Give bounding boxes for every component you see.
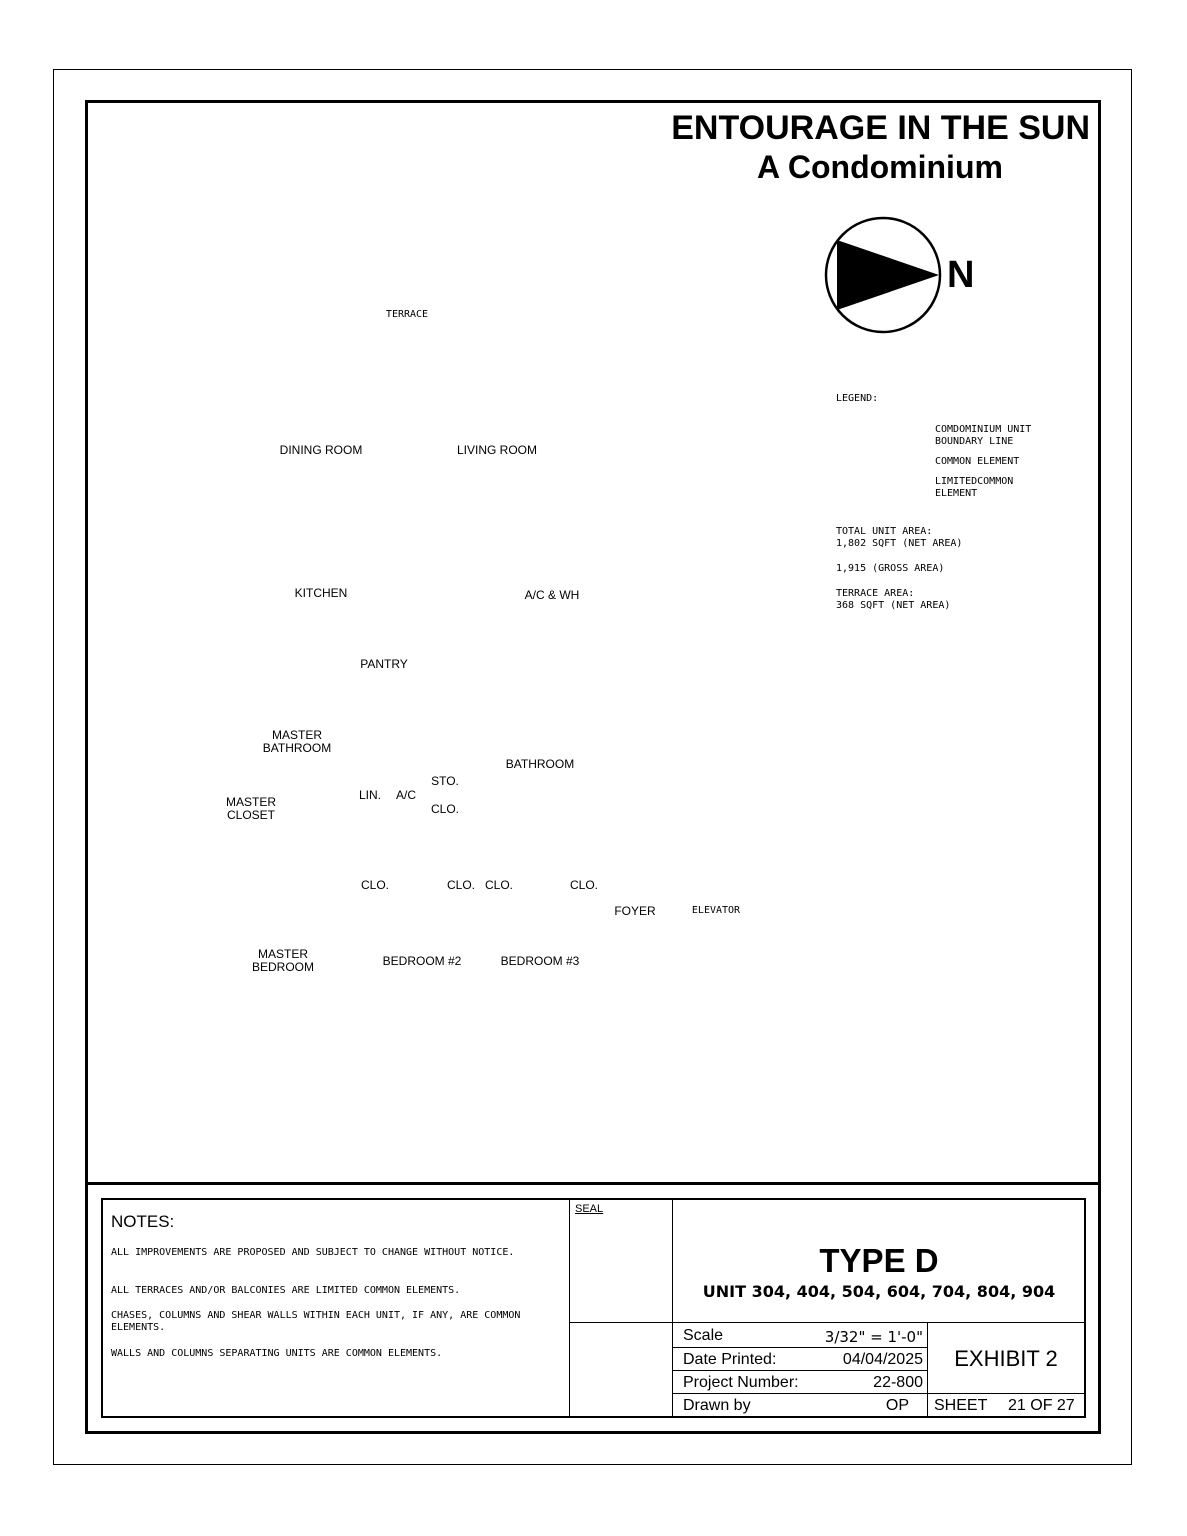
room-label-living-room: LIVING ROOM bbox=[456, 443, 538, 457]
scale-value: 3/32" = 1'-0" bbox=[824, 1328, 923, 1346]
project-title: ENTOURAGE IN THE SUN bbox=[671, 109, 1090, 147]
room-label-dining-room: DINING ROOM bbox=[279, 443, 363, 457]
title-block-row-divider bbox=[673, 1347, 927, 1348]
sheet-label: SHEET bbox=[934, 1397, 988, 1414]
room-label-master-bedroom: MASTER BEDROOM bbox=[251, 947, 315, 974]
title-block-divider bbox=[85, 1182, 1101, 1185]
project-number-value: 22-800 bbox=[873, 1374, 923, 1391]
room-label-closet: CLO. bbox=[360, 878, 390, 892]
gross-area: 1,915 (GROSS AREA) bbox=[836, 563, 945, 574]
date-printed-label: Date Printed: bbox=[683, 1351, 777, 1368]
north-label: N bbox=[947, 254, 975, 296]
scale-label: Scale bbox=[683, 1327, 724, 1344]
title-block-row-divider bbox=[570, 1322, 1085, 1323]
room-label-elevator: ELEVATOR bbox=[691, 905, 741, 916]
notes-title: NOTES: bbox=[111, 1212, 175, 1231]
note-item: ALL IMPROVEMENTS ARE PROPOSED AND SUBJECT TO CHANGE WITHOUT NOTICE. bbox=[111, 1247, 515, 1258]
exhibit-label: EXHIBIT 2 bbox=[954, 1346, 1058, 1371]
project-number-label: Project Number: bbox=[683, 1374, 799, 1391]
room-label-kitchen: KITCHEN bbox=[294, 586, 348, 600]
unit-type: TYPE D bbox=[819, 1242, 939, 1279]
room-label-storage: STO. bbox=[431, 774, 459, 788]
unit-numbers: UNIT 304, 404, 504, 604, 704, 804, 904 bbox=[702, 1282, 1056, 1301]
room-label-foyer: FOYER bbox=[614, 904, 656, 918]
note-item: CHASES, COLUMNS AND SHEAR WALLS WITHIN EACH UNIT, IF ANY, ARE COMMON ELEMENTS. bbox=[111, 1310, 521, 1333]
terrace-area: TERRACE AREA: 368 SQFT (NET AREA) bbox=[836, 588, 951, 611]
room-label-bathroom: BATHROOM bbox=[505, 757, 575, 771]
sheet-number: 21 OF 27 bbox=[1008, 1397, 1075, 1414]
room-label-ac-wh: A/C & WH bbox=[524, 588, 580, 602]
room-label-closet: CLO. bbox=[430, 802, 460, 816]
project-subtitle: A Condominium bbox=[757, 149, 1003, 185]
drawn-by-value: OP bbox=[885, 1397, 909, 1414]
seal-divider bbox=[672, 1199, 673, 1417]
room-label-closet: CLO. bbox=[446, 878, 476, 892]
title-block bbox=[101, 1198, 1086, 1418]
note-item: ALL TERRACES AND/OR BALCONIES ARE LIMITED COMMON ELEMENTS. bbox=[111, 1285, 461, 1296]
total-unit-area: TOTAL UNIT AREA: 1,802 SQFT (NET AREA) bbox=[836, 526, 963, 549]
notes-divider bbox=[569, 1199, 570, 1417]
room-label-bedroom-3: BEDROOM #3 bbox=[500, 954, 580, 968]
note-item: WALLS AND COLUMNS SEPARATING UNITS ARE COMMON ELEMENTS. bbox=[111, 1348, 443, 1359]
room-label-pantry: PANTRY bbox=[360, 657, 408, 671]
legend-item-common-element: COMMON ELEMENT bbox=[935, 456, 1020, 467]
title-block-row-divider bbox=[673, 1370, 927, 1371]
room-label-bedroom-2: BEDROOM #2 bbox=[382, 954, 462, 968]
room-label-master-bathroom: MASTER BATHROOM bbox=[262, 728, 332, 755]
drawn-by-label: Drawn by bbox=[683, 1397, 751, 1414]
room-label-closet: CLO. bbox=[569, 878, 599, 892]
room-label-linen: LIN. bbox=[358, 788, 382, 802]
room-label-terrace: TERRACE bbox=[385, 309, 429, 320]
room-label-closet: CLO. bbox=[484, 878, 514, 892]
room-label-ac: A/C bbox=[395, 788, 417, 802]
date-printed-value: 04/04/2025 bbox=[842, 1351, 923, 1368]
legend-item-limited-common: LIMITEDCOMMON ELEMENT bbox=[935, 476, 1014, 499]
seal-label: SEAL bbox=[575, 1203, 604, 1215]
title-block-row-divider bbox=[673, 1393, 1085, 1394]
room-label-master-closet: MASTER CLOSET bbox=[225, 795, 277, 822]
legend-title: LEGEND: bbox=[836, 393, 879, 404]
legend-item-unit-boundary: COMDOMINIUM UNIT BOUNDARY LINE bbox=[935, 424, 1032, 447]
